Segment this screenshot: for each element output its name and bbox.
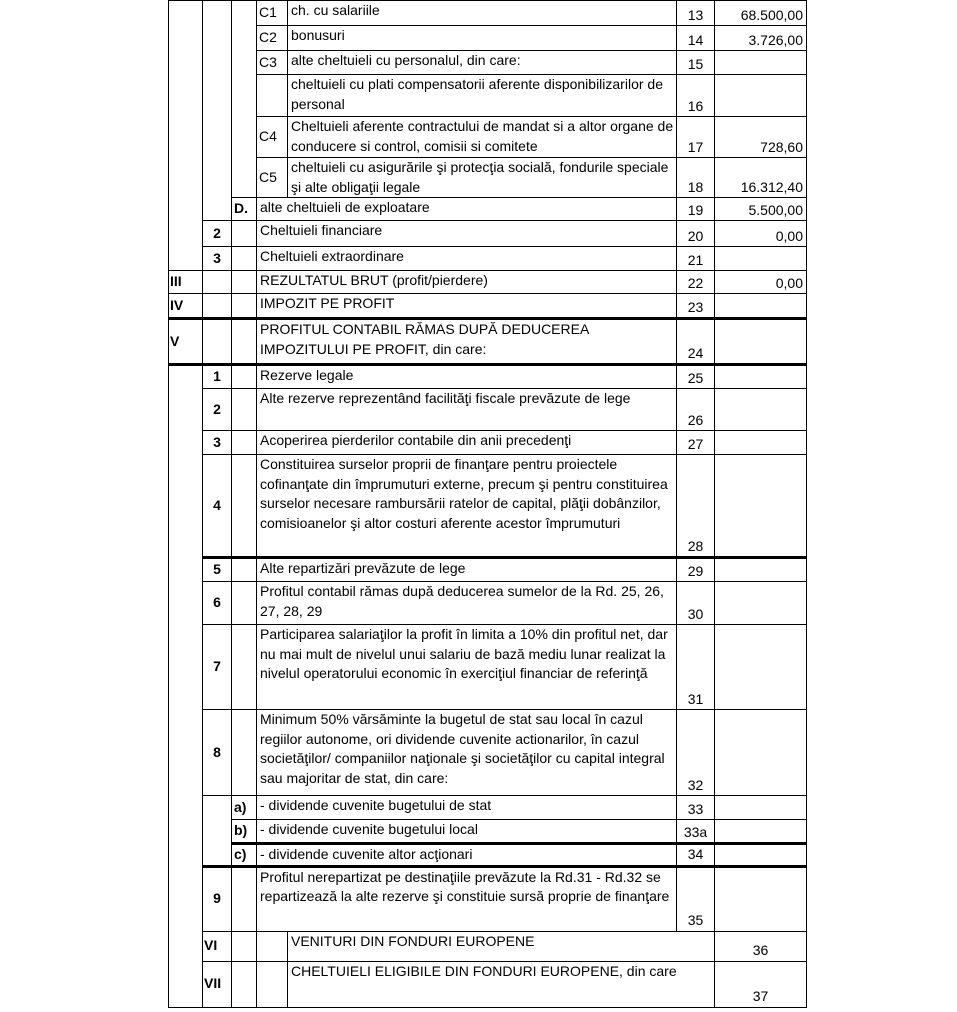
description-cell: - dividende cuvenite bugetului de stat	[257, 796, 677, 820]
roman-cell	[169, 365, 203, 1008]
sub-cell: c)	[232, 844, 257, 867]
table-row	[169, 158, 807, 198]
roman-cell: IV	[169, 294, 203, 319]
table-row	[169, 247, 807, 271]
description-cell: cheltuieli cu asigurările şi protecţia socială, fondurile speciale şi alte obligaţii legale	[288, 158, 677, 198]
description-cell: Alte repartizări prevăzute de lege	[257, 558, 677, 582]
value-cell	[715, 319, 807, 365]
sub-cell	[232, 247, 257, 271]
table-row	[169, 365, 807, 389]
description-cell: - dividende cuvenite bugetului local	[257, 820, 677, 844]
table-row	[169, 271, 807, 294]
nr-cell	[232, 931, 257, 961]
roman-cell: III	[169, 271, 203, 294]
description-cell: Profitul contabil rămas după deducerea sumelor de la Rd. 25, 26, 27, 28, 29	[257, 582, 677, 625]
description-cell: Acoperirea pierderilor contabile din anii precedenţi	[257, 431, 677, 455]
table-row	[169, 866, 807, 931]
description-cell: cheltuieli cu plati compensatorii aferente disponibilizarilor de personal	[288, 75, 677, 117]
row-number-cell: 13	[677, 1, 715, 26]
description-cell: PROFITUL CONTABIL RĂMAS DUPĂ DEDUCEREA IMPOZITULUI PE PROFIT, din care:	[257, 319, 677, 365]
row-number-cell: 26	[677, 389, 715, 431]
row-number-cell: 23	[677, 294, 715, 319]
code-cell: C4	[257, 117, 288, 158]
row-number-cell: 36	[715, 931, 807, 961]
value-cell: 728,60	[715, 117, 807, 158]
value-cell: 5.500,00	[715, 198, 807, 221]
value-cell	[715, 365, 807, 389]
nr-cell: 3	[203, 247, 232, 271]
sub-cell	[232, 319, 257, 365]
table-row	[169, 75, 807, 117]
sub-cell	[232, 582, 257, 625]
sub-cell	[257, 931, 288, 961]
sub-cell	[232, 866, 257, 931]
table-row	[169, 796, 807, 820]
description-cell: IMPOZIT PE PROFIT	[257, 294, 677, 319]
description-cell: Constituirea surselor proprii de finanţare pentru proiectele cofinanţate din împrumuturi externe, precum şi pentru constituirea surselor necesare rambursării ratelor de capital, plăţii dobânzilor, comisioanelor şi altor costuri aferente acestor împrumuturi	[257, 455, 677, 558]
sub-cell	[232, 431, 257, 455]
nr-cell: 9	[203, 866, 232, 931]
table-row	[169, 198, 807, 221]
row-number-cell: 24	[677, 319, 715, 365]
row-number-cell: 17	[677, 117, 715, 158]
value-cell	[715, 389, 807, 431]
table-row	[169, 117, 807, 158]
nr-cell	[203, 271, 232, 294]
description-cell: Cheltuieli aferente contractului de mandat si a altor organe de conducere si control, comisii si comitete	[288, 117, 677, 158]
value-cell	[715, 866, 807, 931]
table-row	[169, 51, 807, 75]
description-cell: Minimum 50% vărsăminte la bugetul de stat sau local în cazul regiilor autonome, ori dividende cuvenite actionarilor, în cazul societăţilor/ companiilor naţionale şi societăţilor cu capital integral sau majoritar de stat, din care:	[257, 710, 677, 796]
description-cell: VENITURI DIN FONDURI EUROPENE	[288, 931, 715, 961]
sub-cell	[232, 389, 257, 431]
row-number-cell: 22	[677, 271, 715, 294]
value-cell: 0,00	[715, 221, 807, 247]
code-cell: C1	[257, 1, 288, 26]
sub-cell	[232, 365, 257, 389]
value-cell	[715, 796, 807, 820]
table-row	[169, 431, 807, 455]
description-cell: Participarea salariaţilor la profit în limita a 10% din profitul net, dar nu mai mult de nivelul unui salariu de bază mediu lunar realizat la nivelul operatorului economic în exerciţiul financiar de referinţă	[257, 625, 677, 710]
budget-table	[168, 0, 807, 1008]
value-cell	[715, 844, 807, 867]
value-cell	[715, 625, 807, 710]
value-cell	[715, 558, 807, 582]
nr-cell: 3	[203, 431, 232, 455]
value-cell	[715, 710, 807, 796]
value-cell	[715, 75, 807, 117]
table-row	[169, 389, 807, 431]
value-cell: 68.500,00	[715, 1, 807, 26]
nr-cell: 5	[203, 558, 232, 582]
description-cell: alte cheltuieli cu personalul, din care:	[288, 51, 677, 75]
nr-cell	[203, 319, 232, 365]
code-cell: C5	[257, 158, 288, 198]
row-number-cell: 21	[677, 247, 715, 271]
row-number-cell: 27	[677, 431, 715, 455]
table-row	[169, 961, 807, 1007]
value-cell	[715, 820, 807, 844]
nr-cell	[232, 961, 257, 1007]
description-cell: CHELTUIELI ELIGIBILE DIN FONDURI EUROPENE, din care	[288, 961, 715, 1007]
table-row	[169, 294, 807, 319]
code-cell: C2	[257, 26, 288, 51]
nr-cell: 2	[203, 221, 232, 247]
row-number-cell: 14	[677, 26, 715, 51]
description-cell: Alte rezerve reprezentând facilităţi fiscale prevăzute de lege	[257, 389, 677, 431]
description-cell: Cheltuieli extraordinare	[257, 247, 677, 271]
description-cell: Cheltuieli financiare	[257, 221, 677, 247]
table-row	[169, 221, 807, 247]
table-row	[169, 455, 807, 558]
nr-cell: 1	[203, 365, 232, 389]
value-cell: 3.726,00	[715, 26, 807, 51]
sub-cell	[257, 961, 288, 1007]
roman-cell	[169, 1, 203, 271]
table-row	[169, 844, 807, 867]
row-number-cell: 33	[677, 796, 715, 820]
description-cell: REZULTATUL BRUT (profit/pierdere)	[257, 271, 677, 294]
sub-cell	[232, 1, 257, 198]
sub-cell	[232, 221, 257, 247]
sub-cell	[232, 710, 257, 796]
sub-cell	[232, 294, 257, 319]
table-row	[169, 931, 807, 961]
row-number-cell: 34	[677, 844, 715, 867]
row-number-cell: 35	[677, 866, 715, 931]
value-cell: 16.312,40	[715, 158, 807, 198]
table-row	[169, 710, 807, 796]
nr-cell: 7	[203, 625, 232, 710]
row-number-cell: 29	[677, 558, 715, 582]
row-number-cell: 33a	[677, 820, 715, 844]
sub-cell: D.	[232, 198, 257, 221]
sub-cell	[232, 271, 257, 294]
value-cell	[715, 455, 807, 558]
description-cell: alte cheltuieli de exploatare	[257, 198, 677, 221]
sub-cell	[232, 558, 257, 582]
nr-cell: 8	[203, 710, 232, 796]
value-cell	[715, 294, 807, 319]
sub-cell: a)	[232, 796, 257, 820]
row-number-cell: 32	[677, 710, 715, 796]
table-row	[169, 820, 807, 844]
row-number-cell: 31	[677, 625, 715, 710]
sub-cell: b)	[232, 820, 257, 844]
nr-cell: 6	[203, 582, 232, 625]
code-cell: C3	[257, 51, 288, 75]
row-number-cell: 28	[677, 455, 715, 558]
value-cell: 0,00	[715, 271, 807, 294]
row-number-cell: 20	[677, 221, 715, 247]
description-cell: - dividende cuvenite altor acţionari	[257, 844, 677, 867]
table-row	[169, 582, 807, 625]
description-cell: bonusuri	[288, 26, 677, 51]
nr-cell	[203, 796, 232, 867]
sub-cell	[232, 625, 257, 710]
table-row	[169, 558, 807, 582]
code-cell	[257, 75, 288, 117]
description-cell: ch. cu salariile	[288, 1, 677, 26]
table-row	[169, 625, 807, 710]
roman-cell: VI	[203, 931, 232, 961]
table-row	[169, 319, 807, 365]
sub-cell	[232, 455, 257, 558]
row-number-cell: 16	[677, 75, 715, 117]
value-cell	[715, 247, 807, 271]
value-cell	[715, 51, 807, 75]
row-number-cell: 18	[677, 158, 715, 198]
budget-table-body	[169, 1, 807, 1008]
value-cell	[715, 582, 807, 625]
row-number-cell: 25	[677, 365, 715, 389]
description-cell: Rezerve legale	[257, 365, 677, 389]
row-number-cell: 15	[677, 51, 715, 75]
roman-cell: VII	[203, 961, 232, 1007]
roman-cell: V	[169, 319, 203, 365]
row-number-cell: 19	[677, 198, 715, 221]
row-number-cell: 37	[715, 961, 807, 1007]
description-cell: Profitul nerepartizat pe destinaţiile prevăzute la Rd.31 - Rd.32 se repartizează la alte rezerve şi constituie sursă proprie de finanţare	[257, 866, 677, 931]
nr-cell: 2	[203, 389, 232, 431]
nr-cell	[203, 294, 232, 319]
table-row	[169, 1, 807, 26]
table-row	[169, 26, 807, 51]
nr-cell	[203, 1, 232, 221]
row-number-cell: 30	[677, 582, 715, 625]
value-cell	[715, 431, 807, 455]
nr-cell: 4	[203, 455, 232, 558]
